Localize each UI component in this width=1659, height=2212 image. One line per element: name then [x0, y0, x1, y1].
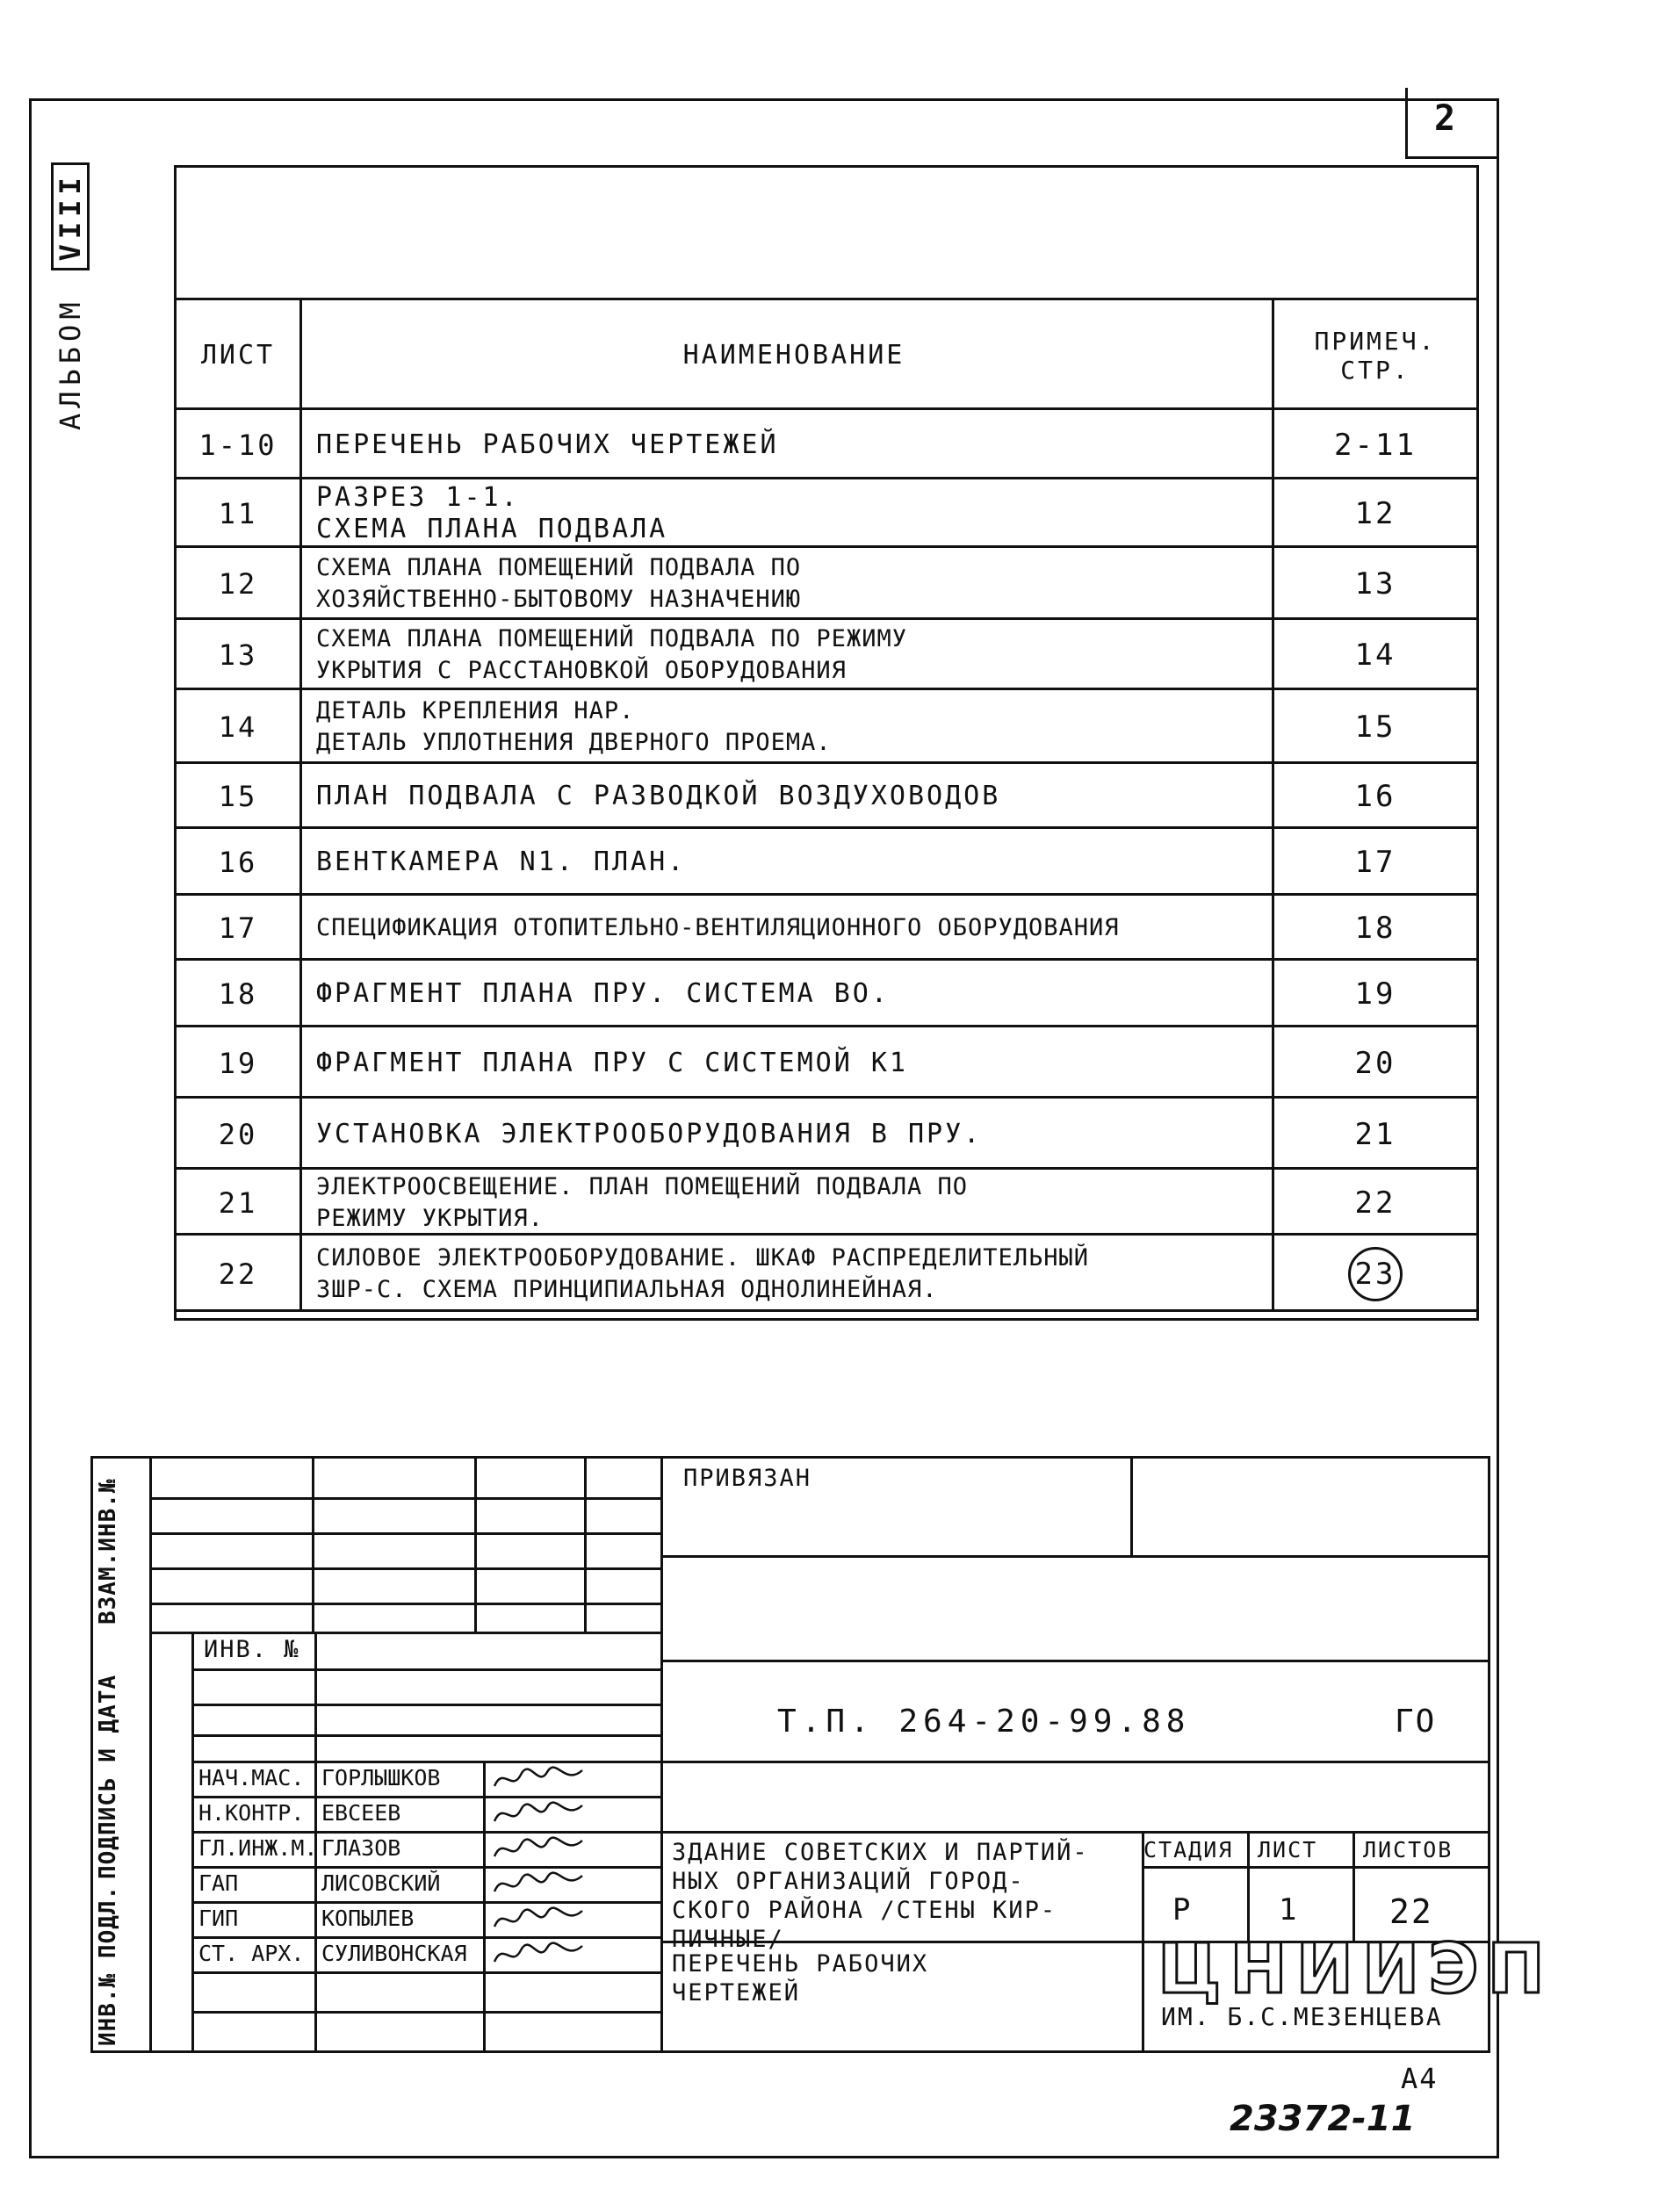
stamp-line	[152, 1632, 661, 1634]
privyazan-label: ПРИВЯЗАН	[683, 1465, 812, 1492]
table-row	[177, 1233, 1476, 1312]
row-note: 21	[1354, 1116, 1396, 1152]
stamp-row-line	[660, 1761, 1490, 1763]
row-name: СХЕМА ПЛАНА ПОМЕЩЕНИЙ ПОДВАЛА ПО ХОЗЯЙСТВЕННО-БЫТОВОМУ НАЗНАЧЕНИЮ	[302, 548, 1274, 620]
document-suffix: ГО	[1395, 1704, 1437, 1740]
sheets-value: 22	[1389, 1892, 1433, 1931]
row-name: СИЛОВОЕ ЭЛЕКТРООБОРУДОВАНИЕ. ШКАФ РАСПРЕДЕЛИТЕЛЬНЫЙ ЗШР-С. СХЕМА ПРИНЦИПИАЛЬНАЯ ОДНОЛИНЕЙНАЯ.	[302, 1236, 1274, 1312]
stamp-line	[191, 1831, 661, 1834]
row-name: ЭЛЕКТРООСВЕЩЕНИЕ. ПЛАН ПОМЕЩЕНИЙ ПОДВАЛА ПО РЕЖИМУ УКРЫТИЯ.	[302, 1170, 1274, 1236]
sheet-value: 1	[1279, 1892, 1299, 1927]
stamp-line	[152, 1497, 661, 1500]
row-note: 13	[1354, 566, 1396, 602]
stamp-row-line	[660, 1831, 1490, 1834]
row-name: ФРАГМЕНТ ПЛАНА ПРУ С СИСТЕМОЙ К1	[302, 1027, 1274, 1099]
header-name: НАИМЕНОВАНИЕ	[302, 300, 1274, 410]
side-label-podpis: ПОДПИСЬ И ДАТА	[95, 1674, 121, 1879]
header-note: ПРИМЕЧ. СТР.	[1314, 326, 1437, 385]
row-name: УСТАНОВКА ЭЛЕКТРООБОРУДОВАНИЯ В ПРУ.	[302, 1099, 1274, 1170]
stamp-line	[152, 1532, 661, 1535]
album-volume: VIII	[51, 162, 90, 270]
signature-mark	[490, 1832, 587, 1867]
row-sheet: 22	[177, 1236, 302, 1312]
stage-value: Р	[1172, 1892, 1193, 1927]
stamp-inner-left-line	[149, 1456, 152, 2053]
stage-header: СТАДИЯ	[1143, 1837, 1234, 1863]
row-sheet: 19	[177, 1027, 302, 1099]
row-sheet: 17	[177, 896, 302, 961]
org-name: ИМ. Б.С.МЕЗЕНЦЕВА	[1161, 2002, 1443, 2031]
stamp-line	[191, 1632, 194, 2053]
signatory-name: ЛИСОВСКИЙ	[321, 1870, 441, 1896]
row-name: ПЛАН ПОДВАЛА С РАЗВОДКОЙ ВОЗДУХОВОДОВ	[302, 764, 1274, 829]
row-sheet: 20	[177, 1099, 302, 1170]
row-note: 22	[1354, 1185, 1396, 1221]
row-sheet: 1-10	[177, 410, 302, 479]
side-label-vzam: ВЗАМ.ИНВ.№	[95, 1478, 121, 1625]
row-note: 16	[1354, 779, 1396, 814]
row-sheet: 18	[177, 961, 302, 1027]
sheet-title: ПЕРЕЧЕНЬ РАБОЧИХ ЧЕРТЕЖЕЙ	[672, 1950, 929, 2007]
side-label-inv-podl: ИНВ.№ ПОДЛ.	[95, 1884, 121, 2046]
stamp-line	[191, 1866, 661, 1869]
table-row	[177, 617, 1476, 690]
document-code: Т.П. 264-20-99.88	[777, 1704, 1191, 1740]
row-name: РАЗРЕЗ 1-1. СХЕМА ПЛАНА ПОДВАЛА	[302, 479, 1274, 548]
stamp-line	[1247, 1831, 1250, 1941]
sheet-header: ЛИСТ	[1258, 1837, 1318, 1863]
table-row	[177, 893, 1476, 961]
row-name: СПЕЦИФИКАЦИЯ ОТОПИТЕЛЬНО-ВЕНТИЛЯЦИОННОГО ОБОРУДОВАНИЯ	[302, 896, 1274, 961]
stamp-line	[584, 1456, 587, 1632]
table-row	[177, 545, 1476, 620]
stamp-line	[312, 1456, 314, 1632]
table-header-row	[177, 298, 1476, 410]
stamp-top-line	[90, 1456, 1490, 1459]
table-row	[177, 407, 1476, 479]
stamp-row-line	[660, 1660, 1490, 1662]
signature-mark	[490, 1797, 587, 1832]
row-name: ПЕРЕЧЕНЬ РАБОЧИХ ЧЕРТЕЖЕЙ	[302, 410, 1274, 479]
row-sheet: 16	[177, 829, 302, 896]
signatory-name: ЕВСЕЕВ	[321, 1800, 401, 1826]
stamp-line	[1352, 1831, 1355, 1941]
row-note: 14	[1354, 638, 1396, 673]
stamp-line	[191, 1971, 661, 1974]
signatory-name: СУЛИВОНСКАЯ	[321, 1941, 467, 1966]
stamp-line	[152, 1603, 661, 1605]
stamp-line	[191, 1761, 661, 1763]
row-note: 17	[1354, 845, 1396, 880]
stamp-line	[660, 1456, 663, 2053]
drawings-list-table	[174, 165, 1479, 1321]
stamp-line	[1142, 1866, 1490, 1869]
table-row	[177, 761, 1476, 829]
sheets-header: ЛИСТОВ	[1363, 1837, 1453, 1863]
row-sheet: 12	[177, 548, 302, 620]
stamp-line	[191, 2011, 661, 2014]
signatory-name: КОПЫЛЕВ	[321, 1906, 415, 1931]
row-note: 18	[1354, 911, 1396, 946]
signatory-role: Н.КОНТР.	[198, 1800, 305, 1826]
stamp-left-line	[90, 1456, 93, 2053]
stamp-bottom-line	[90, 2050, 1490, 2053]
stamp-line	[191, 1668, 661, 1671]
table-row	[177, 1167, 1476, 1236]
row-note: 12	[1354, 496, 1396, 531]
album-title: АЛЬБОМ	[54, 297, 87, 430]
org-logo: ЦНИИЭП	[1158, 1930, 1554, 2009]
row-note: 20	[1354, 1045, 1396, 1081]
stamp-line	[1130, 1456, 1133, 1555]
signatory-role: ГАП	[198, 1870, 239, 1896]
row-note: 19	[1354, 976, 1396, 1012]
row-sheet: 14	[177, 690, 302, 764]
page-number: 2	[1434, 98, 1456, 139]
row-note: 15	[1354, 710, 1396, 745]
table-row	[177, 688, 1476, 764]
signatory-name: ГОРЛЫШКОВ	[321, 1765, 441, 1790]
table-bottom-line	[177, 1309, 1476, 1312]
row-sheet: 15	[177, 764, 302, 829]
stamp-line	[191, 1936, 661, 1939]
table-row	[177, 1096, 1476, 1170]
signatory-name: ГЛАЗОВ	[321, 1835, 401, 1861]
project-title: ЗДАНИЕ СОВЕТСКИХ И ПАРТИЙ- НЫХ ОРГАНИЗАЦИЙ ГОРОД- СКОГО РАЙОНА /СТЕНЫ КИР- ПИЧНЫЕ/	[672, 1839, 1089, 1953]
stamp-line	[191, 1901, 661, 1904]
stamp-line	[483, 1761, 486, 2053]
table-row	[177, 1025, 1476, 1099]
stamp-row-line	[660, 1555, 1490, 1558]
row-sheet: 11	[177, 479, 302, 548]
paper-format: А4	[1401, 2062, 1439, 2095]
stamp-line	[191, 1704, 661, 1706]
table-row	[177, 826, 1476, 896]
row-note: 2-11	[1334, 427, 1417, 463]
row-name: СХЕМА ПЛАНА ПОМЕЩЕНИЙ ПОДВАЛА ПО РЕЖИМУ УКРЫТИЯ С РАССТАНОВКОЙ ОБОРУДОВАНИЯ	[302, 620, 1274, 690]
stamp-line	[152, 1567, 661, 1570]
row-note-circled: 23	[1348, 1247, 1403, 1301]
stamp-line	[191, 1796, 661, 1798]
signatory-role: ГЛ.ИНЖ.М.	[198, 1835, 318, 1861]
inv-no-label: ИНВ. №	[204, 1636, 300, 1663]
album-label	[44, 97, 97, 430]
signature-mark	[490, 1762, 587, 1797]
table-row	[177, 477, 1476, 548]
stamp-line	[191, 1734, 661, 1737]
signatory-role: ГИП	[198, 1906, 239, 1931]
signature-mark	[490, 1867, 587, 1902]
note-column-divider	[1272, 298, 1274, 1309]
row-name: ВЕНТКАМЕРА N1. ПЛАН.	[302, 829, 1274, 896]
row-name: ФРАГМЕНТ ПЛАНА ПРУ. СИСТЕМА ВО.	[302, 961, 1274, 1027]
row-name: ДЕТАЛЬ КРЕПЛЕНИЯ НАР. ДЕТАЛЬ УПЛОТНЕНИЯ ДВЕРНОГО ПРОЕМА.	[302, 690, 1274, 764]
header-sheet: ЛИСТ	[177, 300, 302, 410]
row-sheet: 21	[177, 1170, 302, 1236]
signatory-role: НАЧ.МАС.	[198, 1765, 305, 1790]
signature-mark	[490, 1937, 587, 1972]
stamp-line	[474, 1456, 477, 1632]
table-row	[177, 958, 1476, 1027]
archive-number: 23372-11	[1230, 2099, 1416, 2139]
signatory-role: СТ. АРХ.	[198, 1941, 305, 1966]
row-sheet: 13	[177, 620, 302, 690]
signature-mark	[490, 1902, 587, 1937]
row-note	[1274, 1236, 1476, 1312]
